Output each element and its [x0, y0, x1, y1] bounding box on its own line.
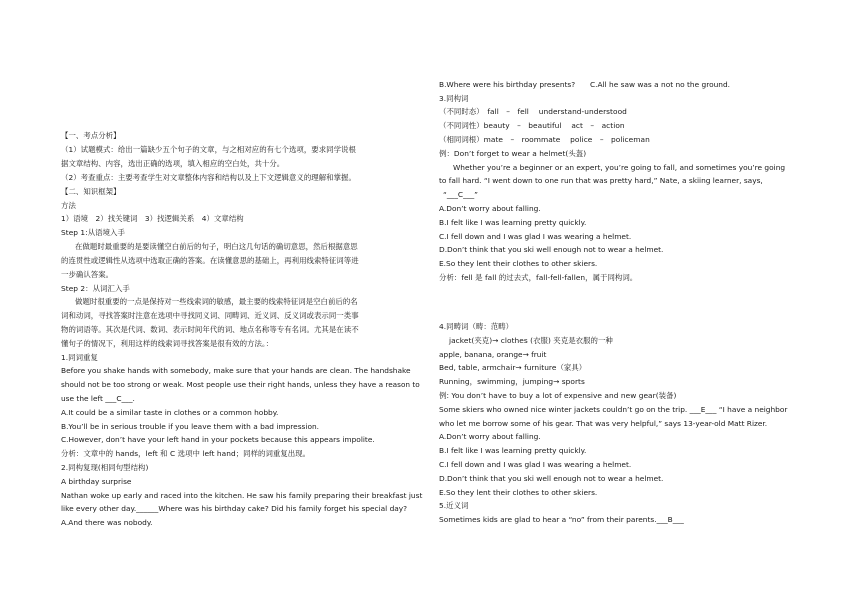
text-line: 在做题时最重要的是要读懂空白前后的句子，明白这几句话的确切意思，然后根据意思: [75, 242, 358, 251]
subheading-word-repetition: 1.同词重复: [61, 353, 98, 362]
text-line: use the left ___C___.: [61, 394, 135, 403]
option-b: B.I felt like I was learning pretty quickly.: [439, 218, 587, 227]
category-example: Running，swimming，jumping→ sports: [439, 377, 585, 386]
word-pair-tense: （不同时态） fall – fell understand-understood: [439, 107, 627, 116]
text-line: 懂句子的情况下，利用这样的线索词寻找答案是很有效的方法。：: [61, 339, 274, 348]
option-a: A.Don’t worry about falling.: [439, 204, 541, 213]
text-line: Sometimes kids are glad to hear a “no” from their parents.___B___: [439, 515, 684, 524]
subheading-same-category: 4.同畴词（畴：范畴）: [439, 322, 514, 331]
text-line: （2）考查重点：主要考查学生对文章整体内容和结构以及上下文逻辑意义的理解和掌握。: [61, 173, 356, 182]
word-pair-root: （相同词根）mate – roommate police – policeman: [439, 135, 650, 144]
text-line: like every other day.______Where was his birthday cake? Did his family forget his special day?: [61, 504, 408, 513]
section-heading-exam-analysis: 【一、考点分析】: [61, 131, 121, 140]
text-line: 方法: [61, 201, 76, 210]
option-e: E.So they lent their clothes to other skiers.: [439, 259, 598, 268]
option-d: D.Don’t think that you ski well enough not to wear a helmet.: [439, 245, 664, 254]
text-line: 词和动词，寻找答案时注意在选项中寻找同义词、同畴词、近义词、反义词或表示同一类事: [61, 311, 359, 320]
text-line: to fall hard. “I went down to one run that was pretty hard,” Nate, a skiing learner, says,: [439, 176, 763, 185]
subheading-same-root-words: 3.同构词: [439, 94, 469, 103]
category-example: jacket(夹克)→ clothes (衣服) 夹克是衣服的一种: [449, 336, 613, 345]
example-line: 例：Don’t forget to wear a helmet(头盔): [439, 149, 587, 158]
subheading-same-structure: 2.同构复现(相同句型结构): [61, 463, 149, 472]
passage-title: A birthday surprise: [61, 477, 132, 486]
example-line: 例: You don’t have to buy a lot of expensive and new gear(装备): [439, 391, 677, 400]
text-line: Before you shake hands with somebody, make sure that your hands are clean. The handshake: [61, 366, 411, 375]
methods-list: 1）语境 2）找关键词 3）找逻辑关系 4）文章结构: [61, 214, 244, 223]
options-b-c: B.Where were his birthday presents? C.All he saw was a not no the ground.: [439, 80, 730, 89]
analysis-line: 分析：文章中的 hands，left 和 C 选项中 left hand；同样的词重复出现。: [61, 449, 311, 458]
category-example: apple, banana, orange→ fruit: [439, 350, 547, 359]
option-b: B.You’ll be in serious trouble if you leave them with a bad impression.: [61, 422, 320, 431]
step-2-heading: Step 2：从词汇入手: [61, 284, 130, 293]
option-a: A.Don’t worry about falling.: [439, 432, 541, 441]
option-a: A.It could be a similar taste in clothes or a common hobby.: [61, 408, 279, 417]
text-line: “___C___”: [443, 190, 478, 199]
text-line: Nathan woke up early and raced into the kitchen. He saw his family preparing their breakfast just: [61, 491, 423, 500]
option-a: A.And there was nobody.: [61, 518, 153, 527]
subheading-synonyms: 5.近义词: [439, 501, 469, 510]
option-e: E.So they lent their clothes to other skiers.: [439, 488, 598, 497]
option-c: C.However, don’t have your left hand in your pockets because this appears impolite.: [61, 435, 375, 444]
text-line: 一步确认答案。: [61, 270, 114, 279]
analysis-line: 分析：fell 是 fall 的过去式，fall-fell-fallen，属于同构词。: [439, 273, 638, 282]
text-line: should not be too strong or weak. Most people use their right hands, unless they have a reason to: [61, 380, 420, 389]
option-c: C.I fell down and I was glad I was wearing a helmet.: [439, 460, 632, 469]
step-1-heading: Step 1:从语境入手: [61, 228, 125, 237]
text-line: Some skiers who owned nice winter jackets couldn’t go on the trip. ___E___ “I have a neighbor: [439, 405, 788, 414]
section-heading-knowledge-framework: 【二、知识框架】: [61, 187, 121, 196]
text-line: 物的词语等。其次是代词、数词、表示时间年代的词、地点名称等专有名词。尤其是在读不: [61, 325, 359, 334]
text-line: Whether you’re a beginner or an expert, you’re going to fall, and sometimes you’re going: [453, 163, 786, 172]
word-pair-part-of-speech: （不同词性）beauty – beautiful act – action: [439, 121, 625, 130]
option-c: C.I fell down and I was glad I was wearing a helmet.: [439, 232, 632, 241]
option-d: D.Don’t think that you ski well enough not to wear a helmet.: [439, 474, 664, 483]
text-line: 据文章结构、内容，选出正确的选项，填入相应的空白处，共十分。: [61, 159, 285, 168]
option-b: B.I felt like I was learning pretty quickly.: [439, 446, 587, 455]
text-line: who let me borrow some of his gear. That was very helpful,” says 13-year-old Matt Rizer.: [439, 419, 768, 428]
text-line: 的连贯性或逻辑性从选项中选取正确的答案。在读懂意思的基础上，再利用线索特征词等进: [61, 256, 359, 265]
category-example: Bed, table, armchair→ furniture（家具）: [439, 363, 587, 372]
text-line: （1）试题模式：给出一篇缺少五个句子的文章，与之相对应的有七个选项，要求同学说根: [61, 145, 356, 154]
text-line: 做题时很重要的一点是保持对一些线索词的敏感，最主要的线索特征词是空白前后的名: [75, 297, 358, 306]
